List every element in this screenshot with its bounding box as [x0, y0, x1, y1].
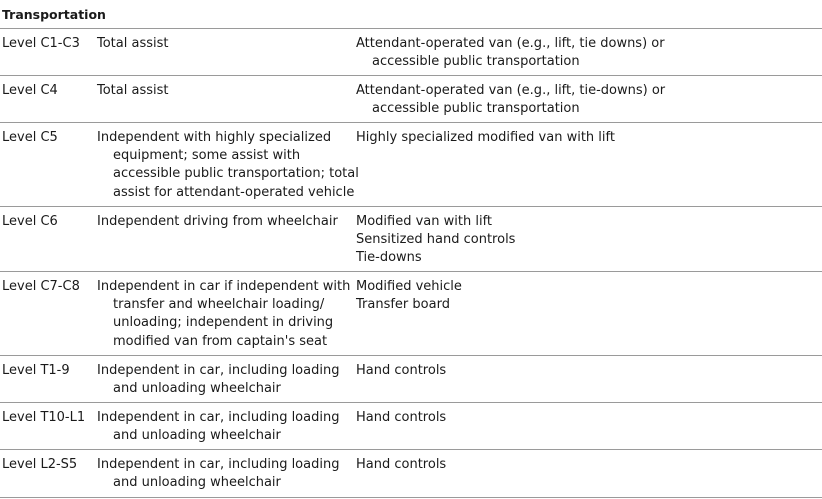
equipment-cell [356, 409, 822, 449]
equipment-cell [356, 35, 822, 75]
equipment-line: Highly specialized modified van with lift [356, 130, 615, 145]
activity-line: Independent with highly specialized [97, 130, 332, 145]
table-row [0, 403, 822, 450]
activity-cell [97, 82, 356, 122]
equipment-line: Hand controls [356, 457, 447, 472]
equipment-cell [356, 278, 822, 355]
equipment-line: Modified vehicle [356, 279, 462, 294]
activity-cell [97, 278, 356, 355]
table-row [0, 450, 822, 498]
equipment-line: Attendant-operated van (e.g., lift, tie downs) or [356, 36, 665, 51]
activity-line: unloading; independent in driving [113, 315, 334, 331]
equipment-line: Modified van with lift [356, 214, 493, 229]
level-text: Level L2-S5 [2, 457, 78, 472]
activity-line: assist for attendant-operated vehicle [113, 184, 355, 200]
table-row [0, 356, 822, 403]
activity-cell [97, 35, 356, 75]
equipment-line: Hand controls [356, 410, 447, 425]
equipment-line: Sensitized hand controls [356, 232, 516, 248]
activity-line: accessible public transportation; total [113, 166, 359, 182]
level-cell [0, 409, 97, 449]
equipment-cell [356, 82, 822, 122]
equipment-cell [356, 456, 822, 497]
activity-line: and unloading wheelchair [113, 475, 281, 491]
equipment-line: Hand controls [356, 363, 447, 378]
equipment-line: Tie-downs [356, 250, 422, 266]
table-row [0, 207, 822, 272]
activity-line: Independent in car, including loading [97, 363, 340, 378]
section-title: Transportation [0, 0, 822, 29]
activity-line: equipment; some assist with [113, 148, 301, 164]
equipment-line: Attendant-operated van (e.g., lift, tie-downs) or [356, 83, 666, 98]
table-body [0, 29, 822, 498]
equipment-line: accessible public transportation [372, 101, 580, 117]
table-row [0, 76, 822, 123]
activity-line: and unloading wheelchair [113, 381, 281, 397]
level-text: Level C6 [2, 214, 58, 229]
level-text: Level C1-C3 [2, 36, 80, 51]
level-text: Level C7-C8 [2, 279, 80, 294]
level-cell [0, 456, 97, 497]
table-row [0, 123, 822, 207]
table-row [0, 272, 822, 356]
level-cell [0, 278, 97, 355]
activity-cell [97, 409, 356, 449]
equipment-line: Transfer board [356, 297, 450, 313]
activity-cell [97, 362, 356, 402]
activity-line: Total assist [97, 36, 169, 51]
level-text: Level C4 [2, 83, 58, 98]
table-row [0, 29, 822, 76]
activity-line: modified van from captain's seat [113, 333, 328, 349]
activity-line: Independent driving from wheelchair [97, 214, 338, 229]
activity-line: Total assist [97, 83, 169, 98]
level-cell [0, 35, 97, 75]
equipment-cell [356, 213, 822, 271]
equipment-cell [356, 362, 822, 402]
activity-cell [97, 456, 356, 497]
activity-line: Independent in car, including loading [97, 457, 340, 472]
activity-line: Independent in car if independent with [97, 279, 351, 294]
activity-cell [97, 213, 356, 271]
level-cell [0, 213, 97, 271]
activity-line: transfer and wheelchair loading/ [113, 297, 325, 313]
activity-line: and unloading wheelchair [113, 428, 281, 444]
level-text: Level C5 [2, 130, 58, 145]
activity-line: Independent in car, including loading [97, 410, 340, 425]
equipment-line: accessible public transportation [372, 54, 580, 70]
equipment-cell [356, 129, 822, 206]
level-text: Level T1-9 [2, 363, 70, 378]
level-cell [0, 129, 97, 206]
level-text: Level T10-L1 [2, 410, 86, 425]
activity-cell [97, 129, 359, 206]
level-cell [0, 82, 97, 122]
level-cell [0, 362, 97, 402]
